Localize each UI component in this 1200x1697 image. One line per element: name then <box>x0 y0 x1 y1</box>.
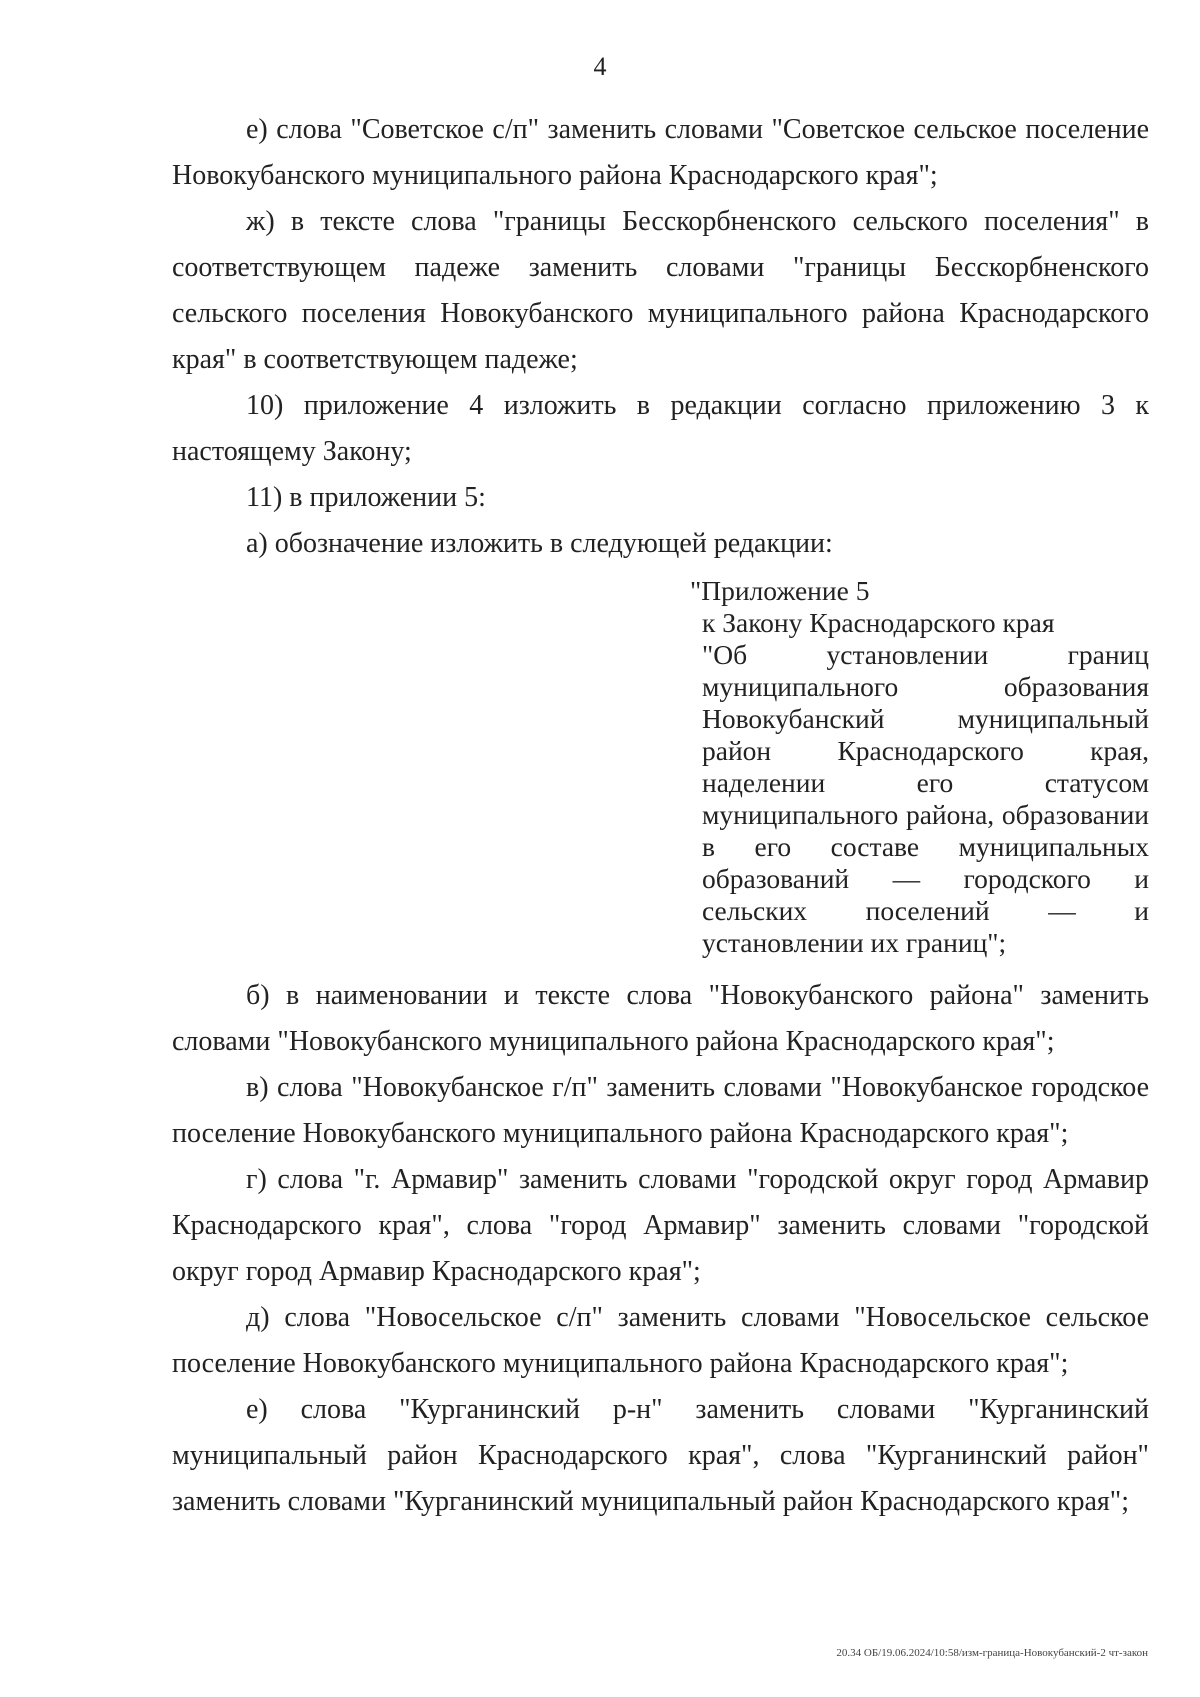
document-footer: 20.34 ОБ/19.06.2024/10:58/изм-граница-Новокубанский-2 чт-закон <box>836 1647 1148 1659</box>
paragraph-e-kurganinsky: е) слова "Курганинский р-н" заменить словами "Курганинский муниципальный район Краснодарского края", слова "Курганинский район" заменить словами "Курганинский муниципальный район Краснодарского края"; <box>172 1394 1149 1517</box>
paragraph-v: в) слова "Новокубанское г/п" заменить словами "Новокубанское городское поселение Новокубанского муниципального района Краснодарского края"; <box>172 1072 1149 1149</box>
paragraph-a: а) обозначение изложить в следующей редакции: <box>246 528 833 559</box>
paragraph-10: 10) приложение 4 изложить в редакции согласно приложению 3 к настоящему Закону; <box>172 390 1149 467</box>
appendix-law-line: к Закону Краснодарского края <box>702 607 1055 638</box>
paragraph-b: б) в наименовании и тексте слова "Новокубанского района" заменить словами "Новокубанского муниципального района Краснодарского края"; <box>172 980 1149 1057</box>
paragraph-11: 11) в приложении 5: <box>246 482 486 513</box>
page-number: 4 <box>593 52 607 81</box>
appendix-reference-block <box>690 575 1149 959</box>
appendix-law-name: "Об установлении границ муниципального образования Новокубанский муниципальный район Краснодарского края, наделении его статусом муниципального района, образовании в его составе муниципальных образований — городского и сельских поселений — и установлении их границ"; <box>702 639 1149 958</box>
paragraph-d: д) слова "Новосельское с/п" заменить словами "Новосельское сельское поселение Новокубанского муниципального района Краснодарского края"; <box>172 1302 1149 1379</box>
paragraph-zh-besskorbnenskoe: ж) в тексте слова "границы Бесскорбненского сельского поселения" в соответствующем падеже заменить словами "границы Бесскорбненского сельского поселения Новокубанского муниципального района Краснодарского края" в соответствующем падеже; <box>172 206 1149 375</box>
paragraph-g: г) слова "г. Армавир" заменить словами "городской округ город Армавир Краснодарского края", слова "город Армавир" заменить словами "городской округ город Армавир Краснодарского края"; <box>172 1164 1149 1287</box>
paragraph-e-sovetskoe: е) слова "Советское с/п" заменить словами "Советское сельское поселение Новокубанского муниципального района Краснодарского края"; <box>172 114 1149 191</box>
appendix-title: "Приложение 5 <box>690 575 870 606</box>
document-body <box>172 107 1149 1525</box>
